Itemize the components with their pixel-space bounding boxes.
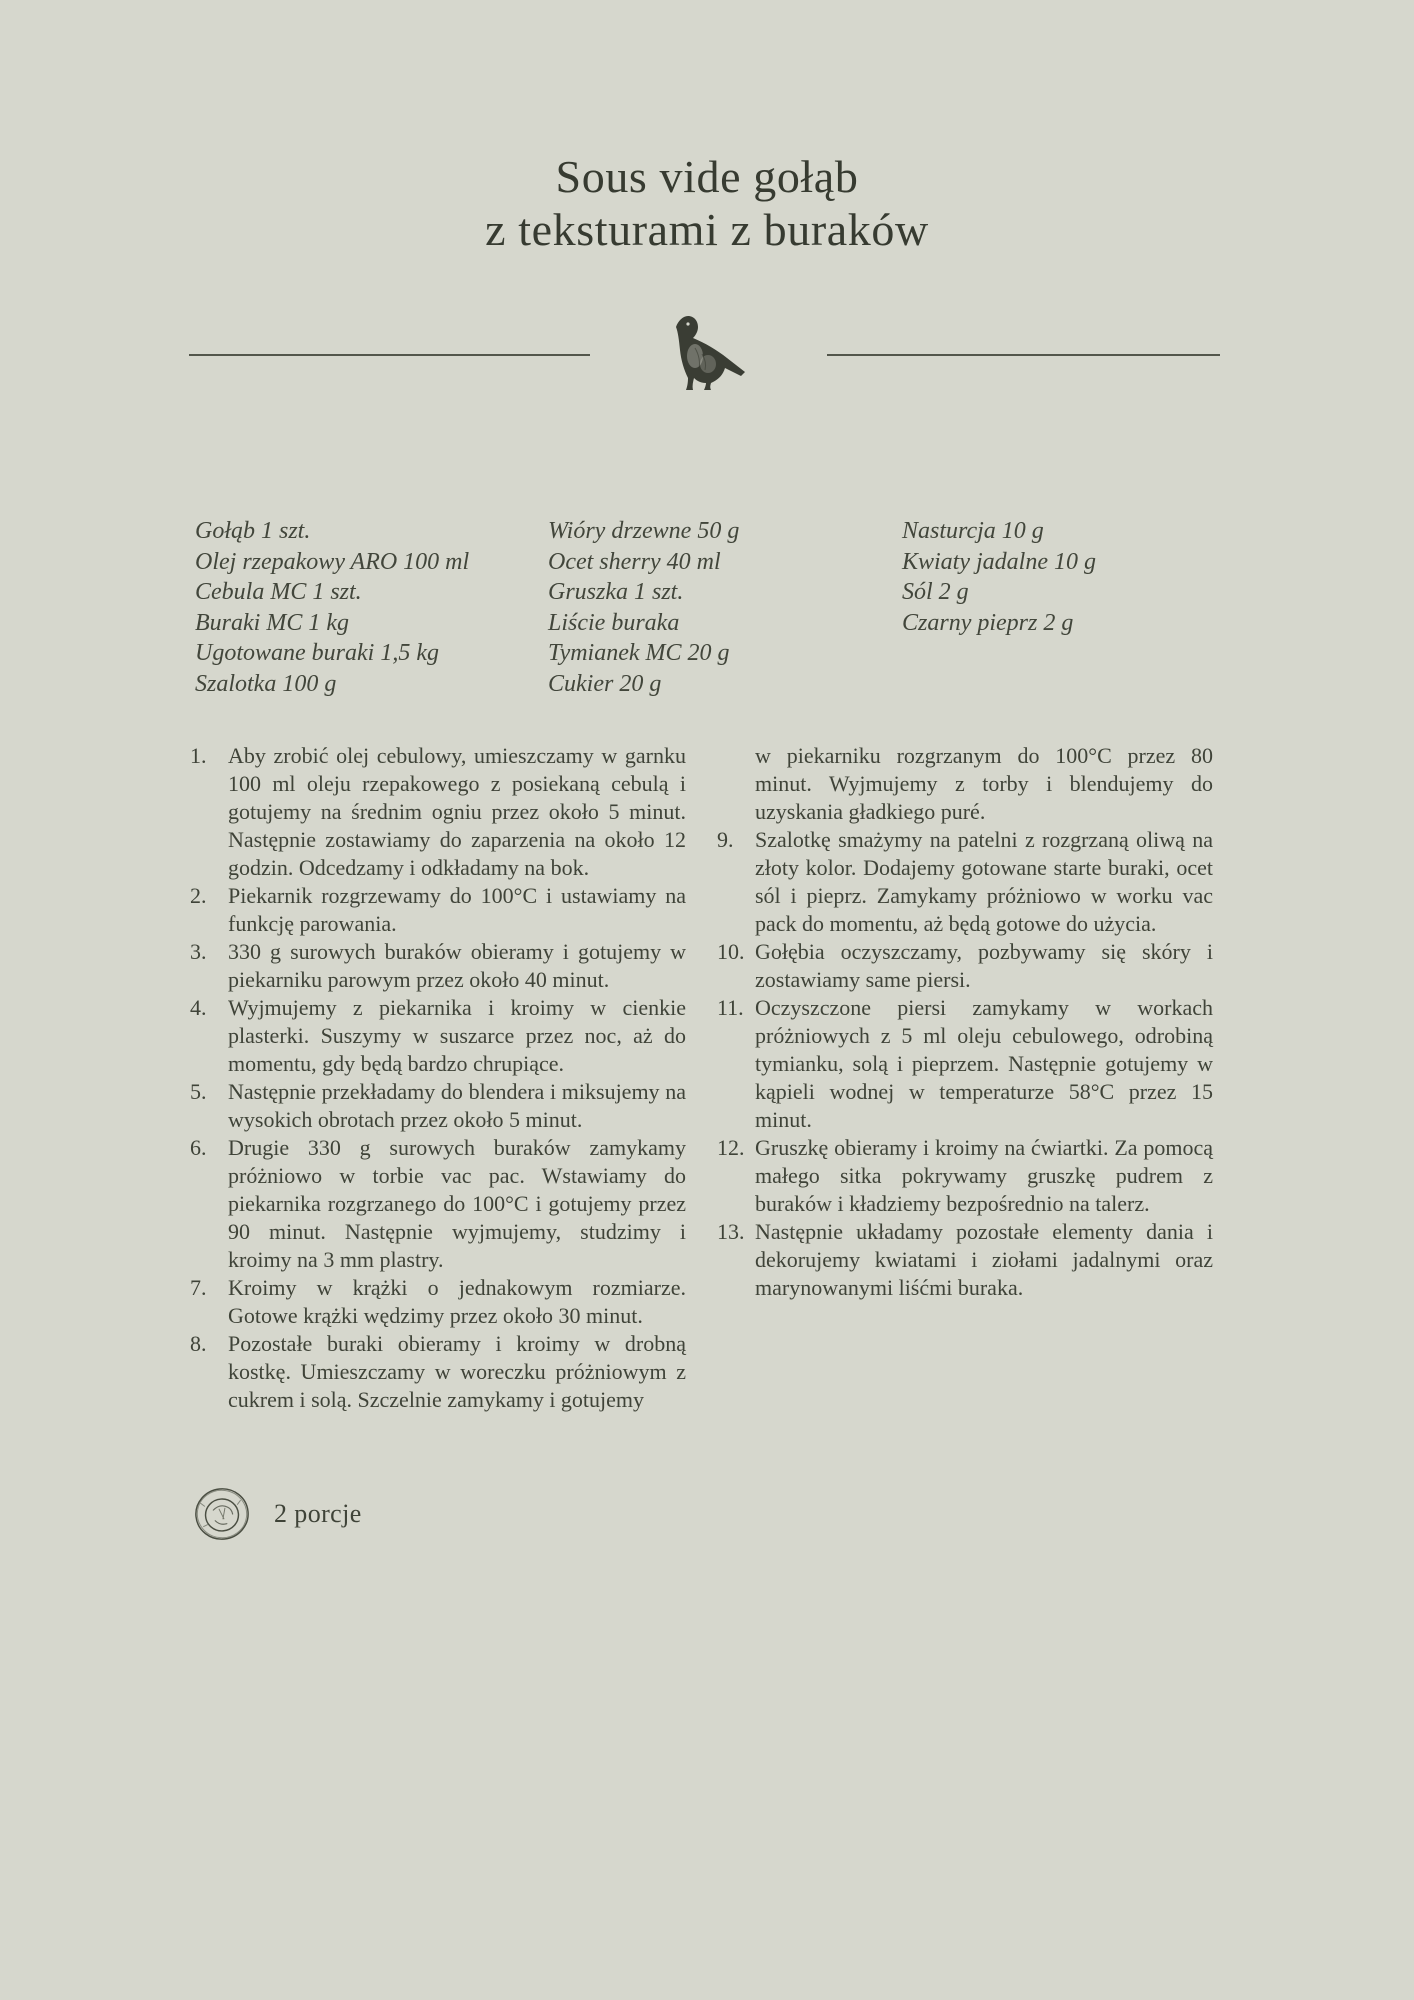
step-text: Następnie układamy pozostałe elementy dania i dekorujemy kwiatami i ziołami jadalnymi oraz marynowanymi liśćmi buraka.: [755, 1219, 1213, 1300]
ingredients-column-3: [902, 516, 1096, 638]
step-number: 10.: [717, 939, 745, 964]
title-line-2: z teksturami z buraków: [485, 204, 929, 255]
step-text: Aby zrobić olej cebulowy, umieszczamy w garnku 100 ml oleju rzepakowego z posiekaną cebulą i gotujemy na średnim ogniu przez około 5 minut. Następnie zostawiamy do zaparzenia na około 12 godzin. Odcedzamy i odkładamy na bok.: [228, 743, 686, 880]
step-item-7: [190, 1274, 686, 1330]
ingredient-item: Buraki MC 1 kg: [195, 609, 349, 636]
step-number: 11.: [717, 995, 744, 1020]
step-text: Wyjmujemy z piekarnika i kroimy w cienkie plasterki. Suszymy w suszarce przez noc, aż do momentu, gdy będą bardzo chrupiące.: [228, 995, 686, 1076]
step-number: 2.: [190, 883, 207, 908]
ingredient-item: Sól 2 g: [902, 579, 969, 605]
portions-label: 2 porcje: [274, 1499, 362, 1528]
portions-footer: [192, 1484, 362, 1544]
title-line-1: Sous vide gołąb: [555, 151, 859, 202]
recipe-header: [0, 150, 1414, 256]
ingredient-item: Ocet sherry 40 ml: [548, 548, 721, 575]
step-item-8: [190, 1330, 686, 1414]
instructions-column-right: [717, 742, 1213, 1302]
step-text: Następnie przekładamy do blendera i miksujemy na wysokich obrotach przez około 5 minut.: [228, 1079, 686, 1132]
step-number: 7.: [190, 1275, 207, 1300]
step-item-10: [717, 938, 1213, 994]
step-item-11: [717, 994, 1213, 1134]
step-item-3: [190, 938, 686, 994]
step-number: 5.: [190, 1079, 207, 1104]
step-text: Pozostałe buraki obieramy i kroimy w drobną kostkę. Umieszczamy w woreczku próżniowym z cukrem i solą. Szczelnie zamykamy i gotujemy: [228, 1331, 686, 1412]
instructions-column-left: [190, 742, 686, 1414]
ingredient-item: Gołąb 1 szt.: [195, 518, 311, 544]
step-text: Kroimy w krążki o jednakowym rozmiarze. Gotowe krążki wędzimy przez około 30 minut.: [228, 1275, 686, 1328]
step-number: 6.: [190, 1135, 207, 1160]
divider-line-left: [189, 354, 590, 356]
page-title: [0, 150, 1414, 256]
step-text: 330 g surowych buraków obieramy i gotujemy w piekarniku parowym przez około 40 minut.: [228, 939, 686, 992]
step-item-8-continued: [717, 742, 1213, 826]
ingredient-item: Olej rzepakowy ARO 100 ml: [195, 548, 470, 575]
ingredient-item: Cukier 20 g: [548, 670, 662, 697]
step-number: 8.: [190, 1331, 207, 1356]
ingredient-item: Ugotowane buraki 1,5 kg: [195, 640, 439, 666]
step-number: 12.: [717, 1135, 745, 1160]
ingredient-item: Cebula MC 1 szt.: [195, 579, 362, 605]
ingredient-item: Tymianek MC 20 g: [548, 640, 730, 666]
plate-icon: [192, 1484, 252, 1544]
ingredient-item: Nasturcja 10 g: [902, 518, 1044, 544]
ingredient-item: Gruszka 1 szt.: [548, 579, 684, 605]
step-item-6: [190, 1134, 686, 1274]
step-item-1: [190, 742, 686, 882]
ingredient-item: Szalotka 100 g: [195, 670, 337, 697]
pigeon-icon: [670, 312, 748, 392]
step-number: 1.: [190, 743, 207, 768]
step-text: Gruszkę obieramy i kroimy na ćwiartki. Za pomocą małego sitka pokrywamy gruszkę pudrem z buraków i kładziemy bezpośrednio na talerz.: [755, 1135, 1213, 1216]
step-item-2: [190, 882, 686, 938]
ingredient-item: Kwiaty jadalne 10 g: [902, 548, 1096, 575]
step-text: Drugie 330 g surowych buraków zamykamy próżniowo w torbie vac pac. Wstawiamy do piekarnika rozgrzanego do 100°C i gotujemy przez 90 minut. Następnie wyjmujemy, studzimy i kroimy na 3 mm plastry.: [228, 1135, 686, 1272]
step-text: Piekarnik rozgrzewamy do 100°C i ustawiamy na funkcję parowania.: [228, 883, 686, 936]
step-number: 3.: [190, 939, 207, 964]
step-item-13: [717, 1218, 1213, 1302]
step-item-12: [717, 1134, 1213, 1218]
step-item-4: [190, 994, 686, 1078]
divider-line-right: [827, 354, 1220, 356]
step-number: 4.: [190, 995, 207, 1020]
step-number: 9.: [717, 827, 734, 852]
step-text: w piekarniku rozgrzanym do 100°C przez 80 minut. Wyjmujemy z torby i blendujemy do uzyskania gładkiego puré.: [755, 743, 1213, 824]
ingredients-column-1: [195, 516, 469, 699]
step-text: Szalotkę smażymy na patelni z rozgrzaną oliwą na złoty kolor. Dodajemy gotowane starte buraki, ocet sól i pieprz. Zamykamy próżniowo w worku vac pack do momentu, aż będą gotowe do użycia.: [755, 827, 1213, 936]
ingredients-column-2: [548, 516, 739, 699]
step-text: Gołębia oczyszczamy, pozbywamy się skóry i zostawiamy same piersi.: [755, 939, 1213, 992]
step-text: Oczyszczone piersi zamykamy w workach próżniowych z 5 ml oleju cebulowego, odrobiną tymianku, solą i pieprzem. Następnie gotujemy w kąpieli wodnej w temperaturze 58°C przez 15 minut.: [755, 995, 1213, 1132]
ingredient-item: Wióry drzewne 50 g: [548, 518, 740, 544]
step-item-5: [190, 1078, 686, 1134]
step-item-9: [717, 826, 1213, 938]
ornamental-divider: [0, 310, 1414, 394]
step-number: 13.: [717, 1219, 745, 1244]
ingredient-item: Czarny pieprz 2 g: [902, 609, 1074, 636]
ingredient-item: Liście buraka: [548, 609, 680, 636]
